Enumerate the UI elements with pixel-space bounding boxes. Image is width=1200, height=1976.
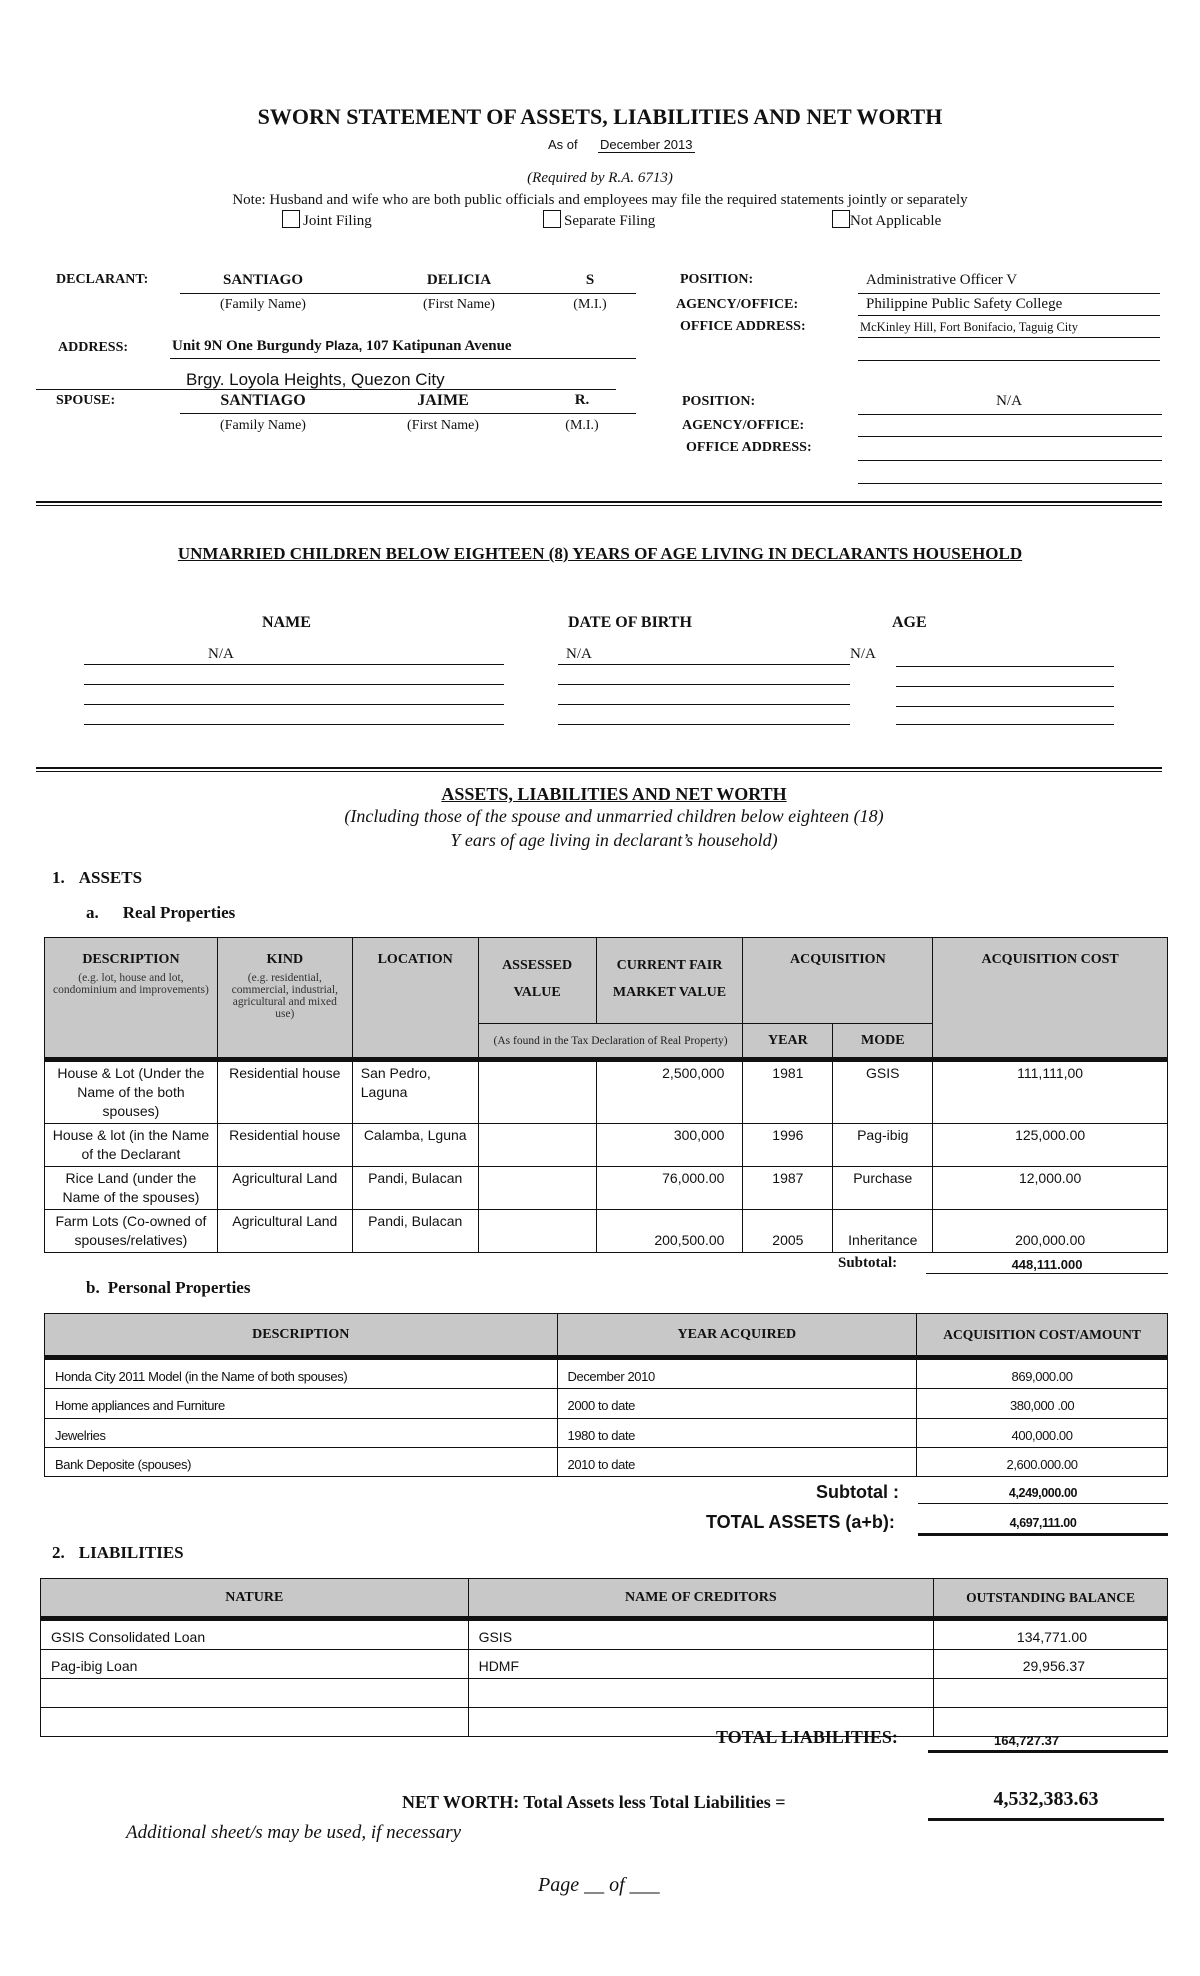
- table-row: [45, 1124, 1168, 1167]
- real-row-description: House & Lot (Under the Name of the both spouses): [45, 1060, 218, 1124]
- address-line-2: Brgy. Loyola Heights, Quezon City: [186, 370, 445, 389]
- table-row: [45, 1210, 1168, 1253]
- total-liabilities-label: TOTAL LIABILITIES:: [716, 1727, 898, 1747]
- first-name-caption: (First Name): [423, 297, 495, 312]
- real-location-header: LOCATION: [352, 938, 478, 1060]
- real-row-year: 1996: [743, 1124, 833, 1167]
- real-row-fmv: 300,000: [596, 1124, 743, 1167]
- real-row-description: Farm Lots (Co-owned of spouses/relatives): [45, 1210, 218, 1253]
- real-row-mode: Purchase: [833, 1167, 933, 1210]
- page-title: SWORN STATEMENT OF ASSETS, LIABILITIES AND NET WORTH: [257, 104, 943, 129]
- net-worth-label: NET WORTH: Total Assets less Total Liabilities =: [402, 1792, 786, 1812]
- children-dob-header: DATE OF BIRTH: [568, 614, 692, 631]
- real-properties-heading: a. Real Properties: [86, 903, 236, 922]
- liability-balance-header: OUTSTANDING BALANCE: [934, 1579, 1168, 1619]
- address-line-2-rule: [36, 389, 616, 390]
- table-row: [41, 1650, 1168, 1679]
- personal-row-description: Jewelries: [45, 1419, 558, 1448]
- personal-row-cost: 380,000 .00: [917, 1389, 1168, 1419]
- net-worth-value: 4,532,383.63: [993, 1788, 1099, 1810]
- spouse-first-name: JAIME: [417, 392, 469, 409]
- mi-caption: (M.I.): [573, 297, 607, 312]
- alnw-subtitle-2: Y ears of age living in declarant’s household): [450, 830, 778, 850]
- liability-row-nature: [41, 1708, 469, 1737]
- spouse-office-address-line-2: [858, 483, 1162, 484]
- liability-row-creditor: GSIS: [468, 1619, 934, 1650]
- personal-row-description: Honda City 2011 Model (in the Name of both spouses): [45, 1358, 558, 1389]
- personal-properties-table: [44, 1313, 1168, 1477]
- declarant-family-name: SANTIAGO: [222, 272, 304, 288]
- personal-row-cost: 400,000.00: [917, 1419, 1168, 1448]
- declarant-first-name: DELICIA: [426, 272, 492, 288]
- additional-sheets-note: Additional sheet/s may be used, if necessary: [126, 1822, 462, 1843]
- personal-row-description: Bank Deposite (spouses): [45, 1448, 558, 1477]
- address-line-1-rule: [170, 358, 636, 359]
- section-divider: [36, 501, 1162, 506]
- child-row-line: [84, 684, 504, 685]
- real-row-location: San Pedro, Laguna: [352, 1060, 478, 1124]
- table-row: [45, 1167, 1168, 1210]
- spouse-agency-line: [858, 436, 1162, 437]
- real-properties-table: [44, 937, 1168, 1253]
- children-name-header: NAME: [262, 614, 311, 631]
- real-row-kind: Agricultural Land: [217, 1210, 352, 1253]
- total-liabilities-line: [928, 1750, 1168, 1753]
- table-row: [45, 1448, 1168, 1477]
- real-row-assessed: [478, 1167, 596, 1210]
- children-age-header: AGE: [892, 614, 927, 631]
- family-name-caption: (Family Name): [220, 297, 306, 312]
- declarant-mi: S: [585, 272, 595, 288]
- page-number: Page __ of ___: [538, 1874, 660, 1896]
- address-line-1: Unit 9N One Burgundy Plaza, 107 Katipunan Avenue: [172, 338, 512, 354]
- joint-filing-checkbox[interactable]: [282, 210, 300, 228]
- real-row-description: House & lot (in the Name of the Declarant: [45, 1124, 218, 1167]
- liabilities-heading: 2. LIABILITIES: [52, 1543, 184, 1562]
- real-kind-header: KIND (e.g. residential, commercial, industrial, agricultural and mixed use): [217, 938, 352, 1060]
- real-row-cost: 200,000.00: [933, 1210, 1168, 1253]
- real-row-cost: 12,000.00: [933, 1167, 1168, 1210]
- real-row-location: Calamba, Lguna: [352, 1124, 478, 1167]
- real-row-fmv: 2,500,000: [596, 1060, 743, 1124]
- agency-value: Philippine Public Safety College: [866, 296, 1063, 312]
- liability-row-nature: GSIS Consolidated Loan: [41, 1619, 469, 1650]
- agency-line: [858, 315, 1160, 316]
- real-row-assessed: [478, 1124, 596, 1167]
- child-row-line: [84, 664, 504, 665]
- real-row-mode: Pag-ibig: [833, 1124, 933, 1167]
- tax-declaration-note: (As found in the Tax Declaration of Real Property): [478, 1024, 743, 1060]
- table-row: [41, 1619, 1168, 1650]
- liability-row-nature: [41, 1679, 469, 1708]
- child-row-line: [896, 686, 1114, 687]
- spouse-position-line: [858, 414, 1162, 415]
- personal-year-header: YEAR ACQUIRED: [557, 1314, 917, 1358]
- child-name-value: N/A: [208, 646, 234, 662]
- table-row: [45, 1358, 1168, 1389]
- real-row-location: Pandi, Bulacan: [352, 1210, 478, 1253]
- total-assets-value: 4,697,111.00: [1009, 1516, 1077, 1530]
- child-row-line: [558, 684, 850, 685]
- real-description-header: DESCRIPTION (e.g. lot, house and lot, condominium and improvements): [45, 938, 218, 1060]
- real-acquisition-header: ACQUISITION: [743, 938, 933, 1024]
- liabilities-table: [40, 1578, 1168, 1737]
- office-address-line-2: [858, 360, 1160, 361]
- declarant-name-line: [180, 293, 636, 294]
- required-note: (Required by R.A. 6713): [527, 170, 673, 186]
- real-row-location: Pandi, Bulacan: [352, 1167, 478, 1210]
- declarant-label: DECLARANT:: [56, 272, 149, 287]
- table-row: [45, 1060, 1168, 1124]
- personal-subtotal-label: Subtotal :: [816, 1482, 899, 1502]
- real-row-fmv: 200,500.00: [596, 1210, 743, 1253]
- spouse-first-caption: (First Name): [407, 418, 479, 433]
- real-cost-header: ACQUISITION COST: [933, 938, 1168, 1060]
- assets-heading: 1. ASSETS: [52, 868, 143, 887]
- position-label: POSITION:: [680, 272, 754, 287]
- section-divider-2: [36, 767, 1162, 772]
- personal-row-year: December 2010: [557, 1358, 917, 1389]
- filing-note: Note: Husband and wife who are both public officials and employees may file the required statements jointly or separately: [232, 192, 968, 208]
- real-row-kind: Residential house: [217, 1124, 352, 1167]
- position-line: [858, 293, 1160, 294]
- real-year-header: YEAR: [743, 1024, 833, 1060]
- real-row-mode: Inheritance: [833, 1210, 933, 1253]
- spouse-name-line: [180, 413, 636, 414]
- spouse-agency-label: AGENCY/OFFICE:: [682, 418, 805, 433]
- child-dob-value: N/A: [566, 646, 592, 662]
- real-row-description: Rice Land (under the Name of the spouses): [45, 1167, 218, 1210]
- personal-cost-header: ACQUISITION COST/AMOUNT: [917, 1314, 1168, 1358]
- child-row-line: [896, 666, 1114, 667]
- spouse-mi: R.: [574, 392, 590, 408]
- spouse-position-label: POSITION:: [682, 394, 756, 409]
- alnw-title: ASSETS, LIABILITIES AND NET WORTH: [441, 784, 787, 804]
- personal-row-description: Home appliances and Furniture: [45, 1389, 558, 1419]
- personal-row-year: 2010 to date: [557, 1448, 917, 1477]
- table-row: [41, 1679, 1168, 1708]
- real-row-assessed: [478, 1060, 596, 1124]
- spouse-family-name: SANTIAGO: [220, 392, 306, 409]
- personal-row-cost: 869,000.00: [917, 1358, 1168, 1389]
- child-row-line: [896, 706, 1114, 707]
- address-label: ADDRESS:: [58, 340, 129, 355]
- personal-row-year: 1980 to date: [557, 1419, 917, 1448]
- liability-row-nature: Pag-ibig Loan: [41, 1650, 469, 1679]
- real-fmv-header: CURRENT FAIR MARKET VALUE: [596, 938, 743, 1024]
- personal-description-header: DESCRIPTION: [45, 1314, 558, 1358]
- real-assessed-header: ASSESSED VALUE: [478, 938, 596, 1024]
- real-row-cost: 111,111,00: [933, 1060, 1168, 1124]
- real-row-cost: 125,000.00: [933, 1124, 1168, 1167]
- child-row-line: [84, 724, 504, 725]
- real-subtotal-value: 448,111.000: [1011, 1257, 1083, 1272]
- personal-subtotal-value: 4,249,000.00: [1008, 1486, 1078, 1500]
- real-mode-header: MODE: [833, 1024, 933, 1060]
- liability-creditor-header: NAME OF CREDITORS: [468, 1579, 934, 1619]
- real-row-year: 1987: [743, 1167, 833, 1210]
- child-row-line: [558, 724, 850, 725]
- child-row-line: [558, 704, 850, 705]
- total-assets-line: [918, 1533, 1168, 1536]
- real-row-year: 1981: [743, 1060, 833, 1124]
- real-subtotal-line: [926, 1273, 1168, 1274]
- child-row-line: [84, 704, 504, 705]
- not-applicable-checkbox[interactable]: [832, 210, 850, 228]
- agency-label: AGENCY/OFFICE:: [676, 297, 799, 312]
- spouse-position-value: N/A: [996, 393, 1022, 409]
- table-row: [45, 1389, 1168, 1419]
- position-value: Administrative Officer V: [866, 272, 1018, 288]
- office-address-line: [858, 337, 1160, 338]
- spouse-label: SPOUSE:: [56, 393, 116, 408]
- personal-properties-heading: b. Personal Properties: [86, 1278, 251, 1297]
- real-row-fmv: 76,000.00: [596, 1167, 743, 1210]
- total-liabilities-value: 164,727.37: [994, 1733, 1060, 1748]
- liability-row-balance: 134,771.00: [934, 1619, 1168, 1650]
- separate-filing-checkbox[interactable]: [543, 210, 561, 228]
- separate-filing-option[interactable]: Separate Filing: [543, 210, 655, 230]
- real-row-mode: GSIS: [833, 1060, 933, 1124]
- liability-row-balance: [934, 1679, 1168, 1708]
- personal-row-cost: 2,600.000.00: [917, 1448, 1168, 1477]
- as-of-label: As of: [548, 137, 578, 152]
- real-row-year: 2005: [743, 1210, 833, 1253]
- alnw-subtitle-1: (Including those of the spouse and unmarried children below eighteen (18): [344, 806, 884, 826]
- real-row-kind: Agricultural Land: [217, 1167, 352, 1210]
- office-address-value: McKinley Hill, Fort Bonifacio, Taguig City: [860, 320, 1078, 334]
- office-address-label: OFFICE ADDRESS:: [680, 319, 806, 334]
- liability-row-creditor: [468, 1679, 934, 1708]
- real-subtotal-label: Subtotal:: [838, 1255, 898, 1271]
- real-row-kind: Residential house: [217, 1060, 352, 1124]
- spouse-mi-caption: (M.I.): [565, 418, 599, 433]
- net-worth-line: [928, 1818, 1164, 1821]
- joint-filing-option[interactable]: Joint Filing: [282, 210, 372, 230]
- real-row-assessed: [478, 1210, 596, 1253]
- not-applicable-option[interactable]: Not Applicable: [832, 210, 941, 230]
- as-of-value: December 2013: [600, 137, 693, 152]
- spouse-office-address-label: OFFICE ADDRESS:: [686, 440, 812, 455]
- child-age-value: N/A: [850, 646, 876, 662]
- child-row-line: [896, 724, 1114, 725]
- total-assets-label: TOTAL ASSETS (a+b):: [706, 1512, 895, 1532]
- personal-row-year: 2000 to date: [557, 1389, 917, 1419]
- liability-row-creditor: HDMF: [468, 1650, 934, 1679]
- spouse-family-caption: (Family Name): [220, 418, 306, 433]
- spouse-office-address-line: [858, 460, 1162, 461]
- child-row-line: [558, 664, 850, 665]
- personal-subtotal-line: [918, 1503, 1168, 1504]
- table-row: [45, 1419, 1168, 1448]
- children-title: UNMARRIED CHILDREN BELOW EIGHTEEN (8) YEARS OF AGE LIVING IN DECLARANTS HOUSEHOLD: [177, 544, 1023, 563]
- liability-nature-header: NATURE: [41, 1579, 469, 1619]
- liability-row-balance: 29,956.37: [934, 1650, 1168, 1679]
